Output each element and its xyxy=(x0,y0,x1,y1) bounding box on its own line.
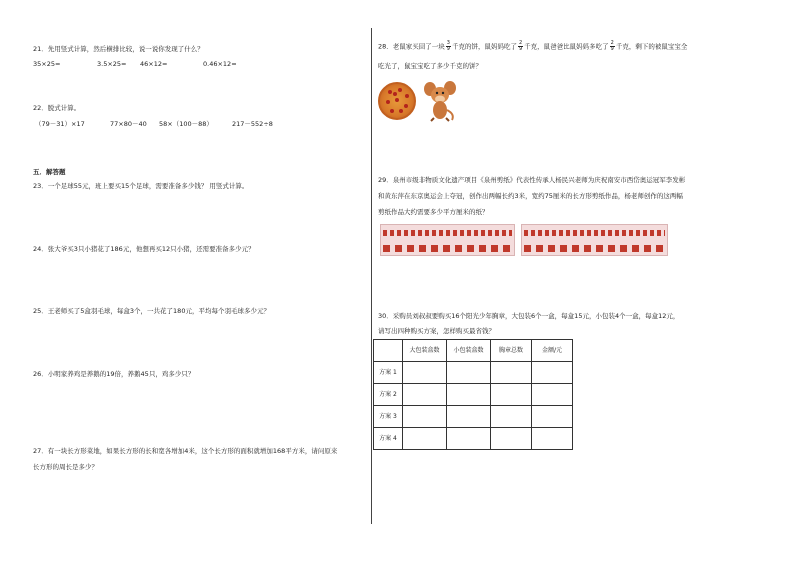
question-27-line-2: 长方形的周长是多少？ xyxy=(33,463,98,471)
table-row xyxy=(374,406,573,428)
question-28-line-1 xyxy=(378,41,687,52)
table-row xyxy=(374,428,573,450)
plan-label: 方案 1 xyxy=(374,362,403,384)
fraction-3 xyxy=(610,41,615,52)
table-row xyxy=(374,384,573,406)
q21-item-2: 3.5×25= xyxy=(97,60,127,68)
q21-item-1: 35×25= xyxy=(33,60,61,68)
answer-cell[interactable] xyxy=(491,362,532,384)
table-header-cell: 大包装盒数 xyxy=(403,340,447,362)
question-21-text: 21．先用竖式计算，然后横排比较，说一说你发现了什么？ xyxy=(33,45,204,53)
answer-cell[interactable] xyxy=(403,428,447,450)
answer-cell[interactable] xyxy=(447,406,491,428)
fraction-3-numerator: 2 xyxy=(610,40,614,46)
answer-cell[interactable] xyxy=(491,384,532,406)
q22-item-3: 58×（100－88） xyxy=(159,120,213,128)
fraction-2-numerator: 2 xyxy=(518,40,523,46)
question-29-line-3: 剪纸作品大约需要多少平方厘米的纸？ xyxy=(378,208,489,216)
question-26: 26．小明家养鸡是养鹅的19倍，养鹅45只，鸡多少只？ xyxy=(33,370,195,378)
answer-cell[interactable] xyxy=(447,384,491,406)
table-header-cell: 胸章总数 xyxy=(491,340,532,362)
answer-cell[interactable] xyxy=(491,406,532,428)
q22-item-1: （79－31）×17 xyxy=(35,120,85,128)
answer-cell[interactable] xyxy=(532,362,573,384)
q28-part-3: 千克，鼠爸爸比鼠妈妈多吃了 xyxy=(524,42,609,51)
answer-cell[interactable] xyxy=(447,428,491,450)
q22-item-4: 217－552÷8 xyxy=(232,120,273,128)
papercut-pattern xyxy=(383,230,512,236)
fraction-1 xyxy=(446,41,451,52)
q28-part-4: 千克，剩下的被鼠宝宝全 xyxy=(615,42,688,51)
q28-part-1: 28．老鼠家买回了一块 xyxy=(378,42,445,51)
table-row xyxy=(374,362,573,384)
fraction-2-denominator: 9 xyxy=(518,46,523,52)
q21-item-4: 0.46×12= xyxy=(203,60,237,68)
answer-cell[interactable] xyxy=(532,406,573,428)
papercut-artwork-2 xyxy=(521,224,668,256)
answer-cell[interactable] xyxy=(447,362,491,384)
q22-item-2: 77×80－40 xyxy=(110,120,147,128)
answer-cell[interactable] xyxy=(532,384,573,406)
pizza-image xyxy=(378,82,416,120)
question-23: 23．一个足球55元，班上要买15个足球，需要准备多少钱？ 用竖式计算。 xyxy=(33,182,249,190)
question-22-text: 22．脱式计算。 xyxy=(33,104,81,112)
plan-label: 方案 2 xyxy=(374,384,403,406)
section-5-heading: 五．解答题 xyxy=(33,168,66,176)
plan-label: 方案 4 xyxy=(374,428,403,450)
table-header-cell xyxy=(374,340,403,362)
papercut-pattern xyxy=(383,245,512,252)
purchase-plan-table xyxy=(373,339,573,450)
plan-label: 方案 3 xyxy=(374,406,403,428)
q21-item-3: 46×12= xyxy=(140,60,168,68)
mouse-cartoon-image xyxy=(422,80,458,122)
answer-cell[interactable] xyxy=(403,362,447,384)
q28-part-2: 千克的饼，鼠妈妈吃了 xyxy=(451,42,517,51)
fraction-1-numerator: 3 xyxy=(446,40,450,46)
table-header-cell: 小包装盒数 xyxy=(447,340,491,362)
papercut-pattern xyxy=(524,230,665,236)
question-29-line-2: 和黄东萍在东京奥运会上夺冠，创作出两幅长约3米，宽约75厘米的长方形剪纸作品，杨老师创作的这两幅 xyxy=(378,192,683,200)
question-24: 24．张大爷买3只小猪花了186元，他想再买12只小猪，还需要准备多少元？ xyxy=(33,245,255,253)
table-header-cell: 金额/元 xyxy=(532,340,573,362)
question-28-line-2: 吃光了，鼠宝宝吃了多少千克的饼？ xyxy=(378,62,482,70)
papercut-pattern xyxy=(524,245,665,252)
question-30-line-1: 30．采购员刘叔叔要购买16个阳光少年胸章，大包装6个一盒，每盒15元，小包装4个一盒，每盒12元， xyxy=(378,312,680,320)
answer-cell[interactable] xyxy=(491,428,532,450)
question-25: 25．王老师买了5盒羽毛球，每盒3个，一共花了180元，平均每个羽毛球多少元？ xyxy=(33,307,270,315)
question-29-line-1: 29．泉州市级非物质文化遗产项目《泉州剪纸》代表性传承人杨民兴老师为庆祝南安市西岱奥运冠军李发彬 xyxy=(378,176,686,184)
question-27-line-1: 27．有一块长方形菜地，如果长方形的长和宽各增加4米，这个长方形的面积就增加168平方米，请问原来 xyxy=(33,447,338,455)
table-header-row xyxy=(374,340,573,362)
column-divider xyxy=(371,28,372,524)
answer-cell[interactable] xyxy=(532,428,573,450)
fraction-1-denominator: 9 xyxy=(446,46,450,52)
fraction-2 xyxy=(518,41,523,52)
fraction-3-denominator: 9 xyxy=(610,46,614,52)
papercut-artwork-1 xyxy=(380,224,515,256)
answer-cell[interactable] xyxy=(403,384,447,406)
answer-cell[interactable] xyxy=(403,406,447,428)
question-30-line-2: 请写出四种购买方案，怎样购买最省钱？ xyxy=(378,327,495,335)
